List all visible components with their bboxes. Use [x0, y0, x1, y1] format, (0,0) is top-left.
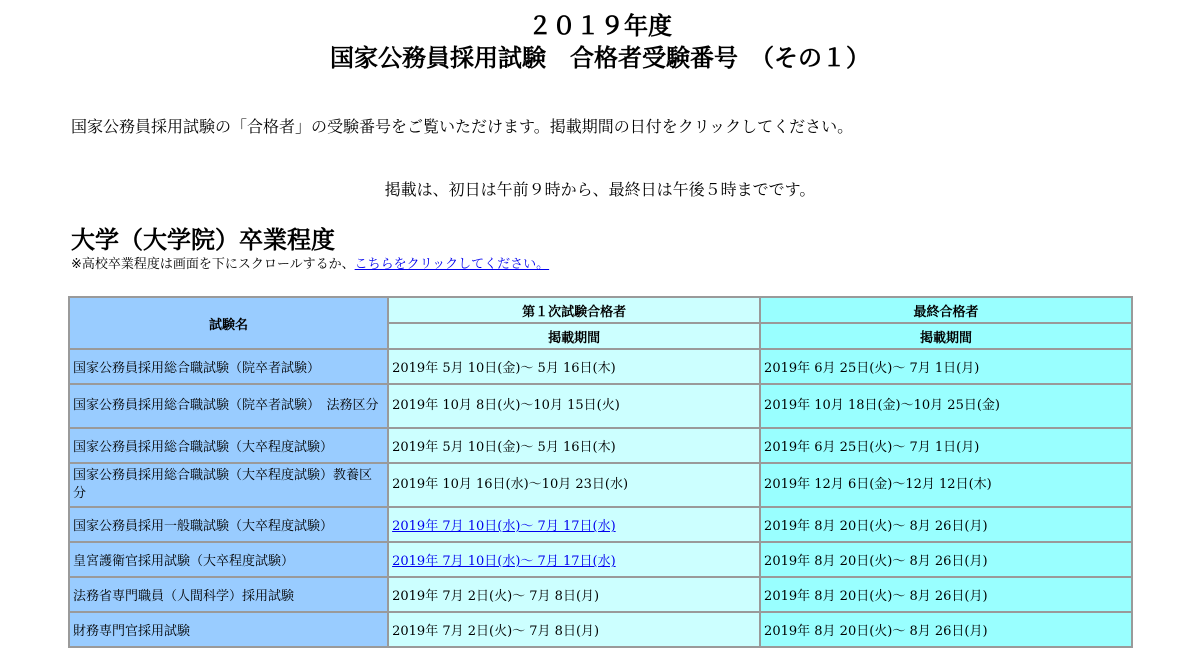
header-exam-name: 試験名: [69, 297, 388, 349]
table-row: [69, 463, 1132, 507]
table-row: [69, 428, 1132, 463]
section-note-text: ※高校卒業程度は画面を下にスクロールするか、: [71, 257, 355, 272]
results-table-body: [69, 349, 1132, 647]
first-stage-period-cell: 2019年 7月 2日(火)～ 7月 8日(月): [388, 577, 760, 612]
final-period-cell: 2019年 6月 25日(火)～ 7月 1日(月): [760, 349, 1132, 384]
exam-name-cell: 国家公務員採用総合職試験（院卒者試験） 法務区分: [69, 384, 388, 428]
table-row: [69, 349, 1132, 384]
exam-name-cell: 皇宮護衛官採用試験（大卒程度試験）: [69, 542, 388, 577]
exam-name-cell: 国家公務員採用一般職試験（大卒程度試験）: [69, 507, 388, 542]
first-stage-period-cell: 2019年 10月 16日(水)～10月 23日(水): [388, 463, 760, 507]
table-row: [69, 384, 1132, 428]
final-period-cell: 2019年 10月 18日(金)～10月 25日(金): [760, 384, 1132, 428]
table-row: [69, 542, 1132, 577]
exam-name-cell: 法務省専門職員（人間科学）採用試験: [69, 577, 388, 612]
header-first-stage: 第１次試験合格者: [388, 297, 760, 323]
first-stage-period-cell: [388, 542, 760, 577]
intro-text: 国家公務員採用試験の「合格者」の受験番号をご覧いただけます。掲載期間の日付をクリックしてください。: [71, 117, 854, 136]
section-heading: 大学（大学院）卒業程度: [71, 226, 335, 254]
exam-name-cell: 国家公務員採用総合職試験（大卒程度試験）教養区分: [69, 463, 388, 507]
header-first-period: 掲載期間: [388, 323, 760, 349]
first-stage-period-link[interactable]: 2019年 7月 10日(水)～ 7月 17日(水): [392, 519, 616, 534]
publication-notice: 掲載は、初日は午前９時から、最終日は午後５時までです。: [384, 180, 816, 199]
final-period-cell: 2019年 6月 25日(火)～ 7月 1日(月): [760, 428, 1132, 463]
exam-name-cell: 財務専門官採用試験: [69, 612, 388, 647]
exam-name-cell: 国家公務員採用総合職試験（院卒者試験）: [69, 349, 388, 384]
final-period-cell: 2019年 8月 20日(火)～ 8月 26日(月): [760, 542, 1132, 577]
header-final-period: 掲載期間: [760, 323, 1132, 349]
first-stage-period-cell: 2019年 7月 2日(火)～ 7月 8日(月): [388, 612, 760, 647]
final-period-cell: 2019年 8月 20日(火)～ 8月 26日(月): [760, 507, 1132, 542]
first-stage-period-cell: 2019年 10月 8日(火)～10月 15日(火): [388, 384, 760, 428]
page-title: 国家公務員採用試験 合格者受験番号 （その１）: [330, 44, 870, 72]
scroll-to-high-school-link[interactable]: こちらをクリックしてください。: [354, 257, 550, 272]
final-period-cell: 2019年 8月 20日(火)～ 8月 26日(月): [760, 612, 1132, 647]
first-stage-period-cell: 2019年 5月 10日(金)～ 5月 16日(木): [388, 428, 760, 463]
table-row: [69, 507, 1132, 542]
table-row: [69, 577, 1132, 612]
first-stage-period-cell: 2019年 5月 10日(金)～ 5月 16日(木): [388, 349, 760, 384]
header-final: 最終合格者: [760, 297, 1132, 323]
page-title-year: ２０１９年度: [528, 12, 672, 40]
results-table: [68, 296, 1133, 648]
final-period-cell: 2019年 8月 20日(火)～ 8月 26日(月): [760, 577, 1132, 612]
first-stage-period-link[interactable]: 2019年 7月 10日(水)～ 7月 17日(水): [392, 554, 616, 569]
section-note: [71, 256, 549, 274]
final-period-cell: 2019年 12月 6日(金)～12月 12日(木): [760, 463, 1132, 507]
first-stage-period-cell: [388, 507, 760, 542]
exam-name-cell: 国家公務員採用総合職試験（大卒程度試験）: [69, 428, 388, 463]
